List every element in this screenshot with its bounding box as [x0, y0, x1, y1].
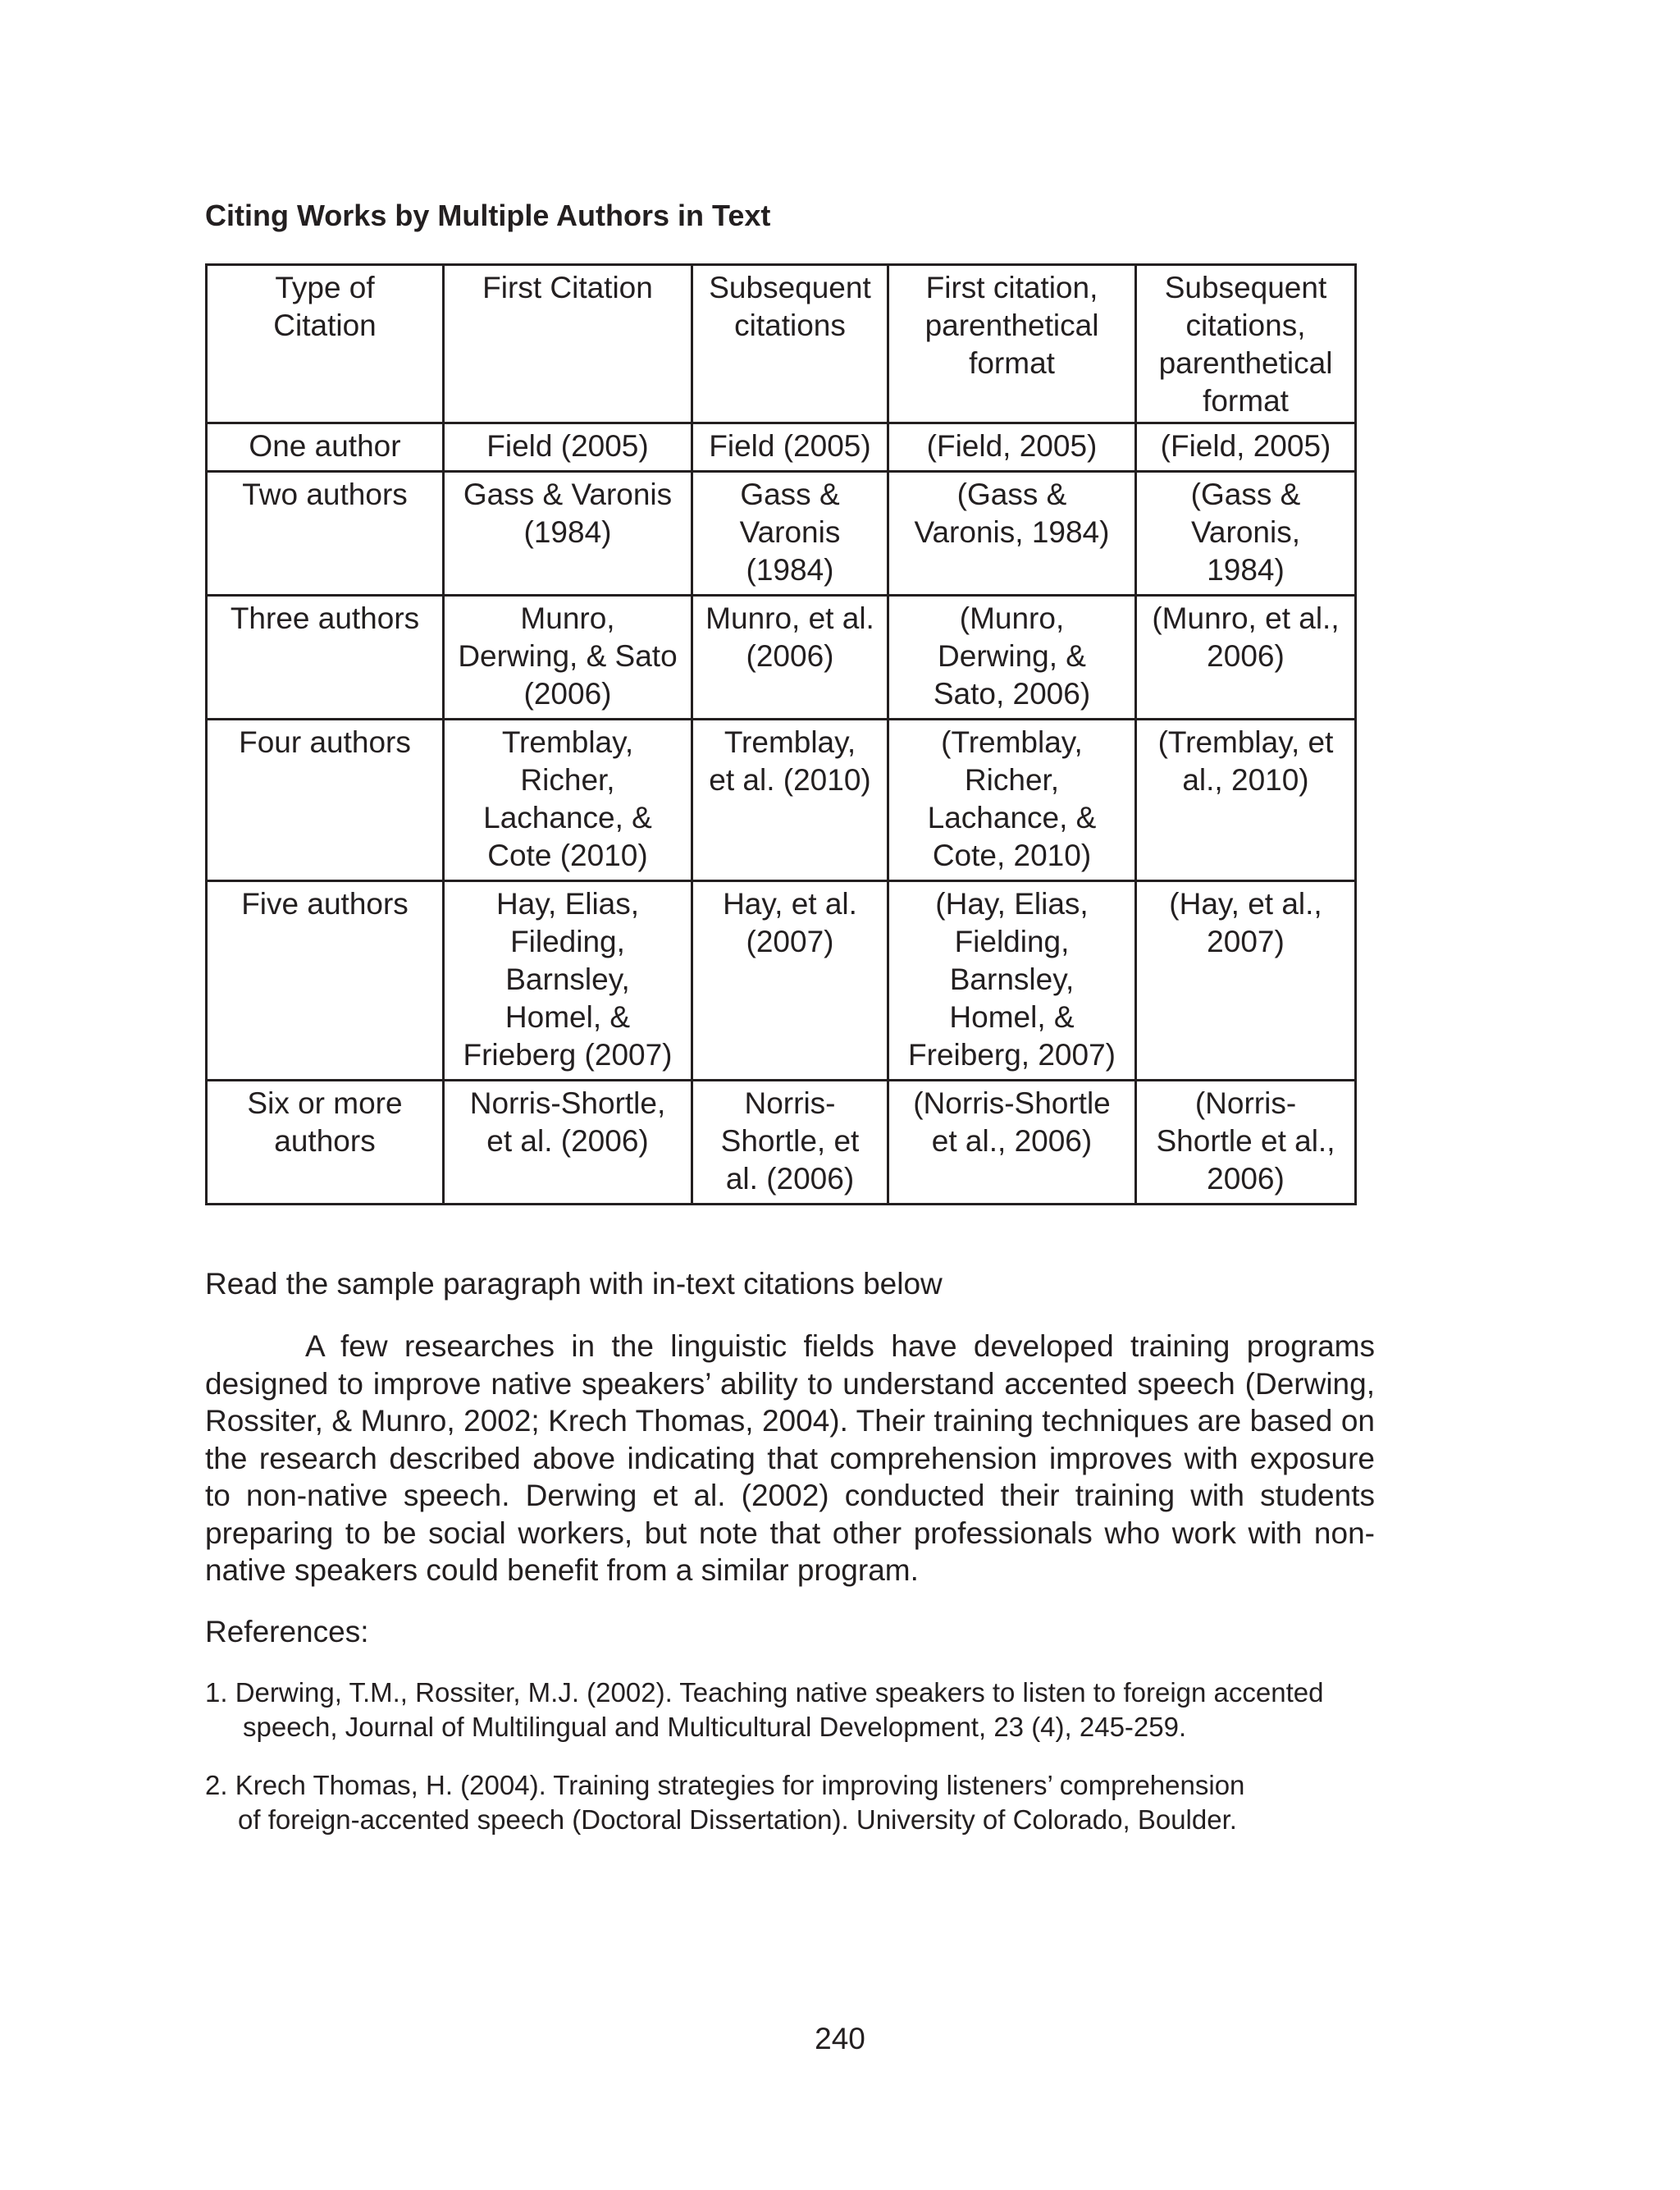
- table-cell: [692, 596, 888, 720]
- cell-line: Norris-: [744, 1086, 836, 1120]
- table-cell: [888, 423, 1136, 472]
- reference-item: [205, 1676, 1395, 1744]
- table-cell: [888, 720, 1136, 881]
- cell-line: Cote, 2010): [932, 839, 1092, 872]
- cell-line: (2006): [523, 677, 612, 711]
- cell-line: (Norris-: [1194, 1086, 1297, 1120]
- table-row: [207, 720, 1356, 881]
- cell-line: First citation,: [925, 271, 1098, 304]
- cell-line: (Hay, Elias,: [935, 887, 1089, 921]
- cell-line: et al. (2010): [709, 763, 871, 797]
- table-cell: [444, 472, 692, 596]
- intro-text: Read the sample paragraph with in-text citations below: [205, 1267, 943, 1301]
- cell-line: Shortle, et: [720, 1124, 860, 1158]
- header-cell: [1136, 265, 1356, 423]
- cell-line: parenthetical: [924, 309, 1099, 342]
- cell-line: al., 2010): [1182, 763, 1309, 797]
- cell-line: Shortle et al.,: [1156, 1124, 1335, 1158]
- table-cell: [444, 596, 692, 720]
- cell-line: format: [1203, 384, 1289, 418]
- paragraph-line: preparing to be social workers, but note that other professionals who work with non-: [205, 1516, 1375, 1550]
- cell-line: Fielding,: [954, 925, 1070, 958]
- cell-line: (Field, 2005): [1160, 429, 1331, 463]
- table-row: [207, 1081, 1356, 1205]
- table-cell: [888, 881, 1136, 1081]
- table-cell: [444, 720, 692, 881]
- cell-line: Tremblay,: [724, 725, 856, 759]
- cell-line: Tremblay,: [501, 725, 634, 759]
- table-row: [207, 423, 1356, 472]
- table-cell: [444, 881, 692, 1081]
- cell-line: (Norris-Shortle: [913, 1086, 1111, 1120]
- cell-line: Freiberg, 2007): [908, 1038, 1116, 1072]
- cell-line: First Citation: [482, 271, 653, 304]
- table-cell: [888, 472, 1136, 596]
- cell-line: Barnsley,: [949, 962, 1075, 996]
- cell-line: Hay, Elias,: [495, 887, 640, 921]
- cell-line: Barnsley,: [505, 962, 630, 996]
- table-cell: [207, 596, 444, 720]
- page-number: 240: [815, 2022, 865, 2055]
- cell-line: (2007): [746, 925, 834, 958]
- cell-line: parenthetical: [1158, 346, 1333, 380]
- cell-line: Six or more: [247, 1086, 403, 1120]
- table-cell: [888, 1081, 1136, 1205]
- references-heading: References:: [205, 1615, 369, 1648]
- cell-line: (Hay, et al.,: [1169, 887, 1322, 921]
- table-cell: [1136, 423, 1356, 472]
- paragraph-line: Rossiter, & Munro, 2002; Krech Thomas, 2004). Their training techniques are based on: [205, 1404, 1375, 1438]
- paragraph-line: native speakers could benefit from a similar program.: [205, 1553, 919, 1587]
- cell-line: Sato, 2006): [933, 677, 1091, 711]
- cell-line: Lachance, &: [927, 801, 1097, 834]
- cell-line: citations: [734, 309, 846, 342]
- cell-line: Lachance, &: [483, 801, 652, 834]
- cell-line: format: [969, 346, 1055, 380]
- cell-line: (Tremblay,: [941, 725, 1083, 759]
- table-row: [207, 596, 1356, 720]
- table-cell: [207, 472, 444, 596]
- cell-line: (Munro, et al.,: [1152, 601, 1340, 635]
- cell-line: Cote (2010): [487, 839, 648, 872]
- cell-line: Richer,: [520, 763, 615, 797]
- paragraph-line: to non-native speech. Derwing et al. (2002) conducted their training with students: [205, 1479, 1375, 1512]
- cell-line: Frieberg (2007): [463, 1038, 673, 1072]
- table-header-row: [207, 265, 1356, 423]
- cell-line: Munro, et al.: [705, 601, 874, 635]
- paragraph-line: the research described above indicating that comprehension improves with exposure: [205, 1441, 1375, 1475]
- table-cell: [207, 423, 444, 472]
- table-cell: [1136, 472, 1356, 596]
- cell-line: (Gass &: [1190, 478, 1301, 511]
- cell-line: Homel, &: [504, 1000, 631, 1034]
- cell-line: (Tremblay, et: [1157, 725, 1334, 759]
- cell-line: (Gass &: [956, 478, 1067, 511]
- table-cell: [1136, 881, 1356, 1081]
- cell-line: Hay, et al.: [723, 887, 857, 921]
- cell-line: Richer,: [964, 763, 1060, 797]
- cell-line: 2007): [1207, 925, 1285, 958]
- cell-line: Varonis, 1984): [914, 515, 1110, 549]
- table-cell: [207, 881, 444, 1081]
- sample-paragraph: [205, 1328, 1375, 1589]
- cell-line: Homel, &: [949, 1000, 1075, 1034]
- cell-line: Subsequent: [1164, 271, 1327, 304]
- header-cell: [444, 265, 692, 423]
- cell-line: 2006): [1207, 639, 1285, 673]
- cell-line: Derwing, & Sato: [458, 639, 678, 673]
- reference-item: [205, 1768, 1395, 1837]
- table-cell: [1136, 596, 1356, 720]
- reference-line: speech, Journal of Multilingual and Multicultural Development, 23 (4), 245-259.: [243, 1712, 1187, 1742]
- paragraph-line: designed to improve native speakers’ ability to understand accented speech (Derwing,: [205, 1366, 1375, 1401]
- table-cell: [1136, 1081, 1356, 1205]
- cell-line: Munro,: [520, 601, 615, 635]
- cell-line: Fileding,: [510, 925, 625, 958]
- table-row: [207, 472, 1356, 596]
- table-cell: [1136, 720, 1356, 881]
- cell-line: (2006): [746, 639, 834, 673]
- cell-line: Gass & Varonis: [463, 478, 673, 511]
- cell-line: Four authors: [239, 725, 411, 759]
- table-cell: [692, 1081, 888, 1205]
- table-cell: [207, 1081, 444, 1205]
- cell-line: et al., 2006): [931, 1124, 1093, 1158]
- cell-line: 1984): [1207, 553, 1285, 587]
- cell-line: Subsequent: [709, 271, 871, 304]
- table-cell: [444, 1081, 692, 1205]
- cell-line: authors: [274, 1124, 376, 1158]
- cell-line: (1984): [523, 515, 612, 549]
- cell-line: Five authors: [241, 887, 409, 921]
- cell-line: (1984): [746, 553, 834, 587]
- page-heading: Citing Works by Multiple Authors in Text: [205, 199, 771, 232]
- cell-line: al. (2006): [725, 1162, 855, 1196]
- header-cell: [888, 265, 1136, 423]
- cell-line: Field (2005): [709, 429, 871, 463]
- table-cell: [692, 472, 888, 596]
- cell-line: 2006): [1207, 1162, 1285, 1196]
- table-cell: [888, 596, 1136, 720]
- paragraph-line: A few researches in the linguistic fields have developed training programs: [305, 1329, 1375, 1363]
- reference-line: 2. Krech Thomas, H. (2004). Training strategies for improving listeners’ comprehension: [205, 1770, 1245, 1800]
- reference-line: of foreign-accented speech (Doctoral Dissertation). University of Colorado, Boulder.: [238, 1804, 1237, 1835]
- cell-line: Derwing, &: [938, 639, 1086, 673]
- table-cell: [207, 720, 444, 881]
- cell-line: et al. (2006): [486, 1124, 649, 1158]
- cell-line: Three authors: [230, 601, 420, 635]
- cell-line: Citation: [273, 309, 377, 342]
- cell-line: One author: [249, 429, 401, 463]
- cell-line: (Field, 2005): [926, 429, 1098, 463]
- table-cell: [692, 423, 888, 472]
- cell-line: (Munro,: [959, 601, 1065, 635]
- cell-line: Gass &: [740, 478, 840, 511]
- table-row: [207, 881, 1356, 1081]
- cell-line: Varonis,: [1191, 515, 1300, 549]
- cell-line: Type of: [275, 271, 375, 304]
- citation-table: [205, 263, 1357, 1205]
- cell-line: citations,: [1185, 309, 1306, 342]
- cell-line: Varonis: [739, 515, 841, 549]
- cell-line: Two authors: [242, 478, 408, 511]
- cell-line: Field (2005): [486, 429, 649, 463]
- table-cell: [692, 881, 888, 1081]
- reference-line: 1. Derwing, T.M., Rossiter, M.J. (2002). Teaching native speakers to listen to foreign accented: [205, 1677, 1324, 1708]
- cell-line: Norris-Shortle,: [469, 1086, 666, 1120]
- header-cell: [692, 265, 888, 423]
- table-cell: [444, 423, 692, 472]
- table-cell: [692, 720, 888, 881]
- header-cell: [207, 265, 444, 423]
